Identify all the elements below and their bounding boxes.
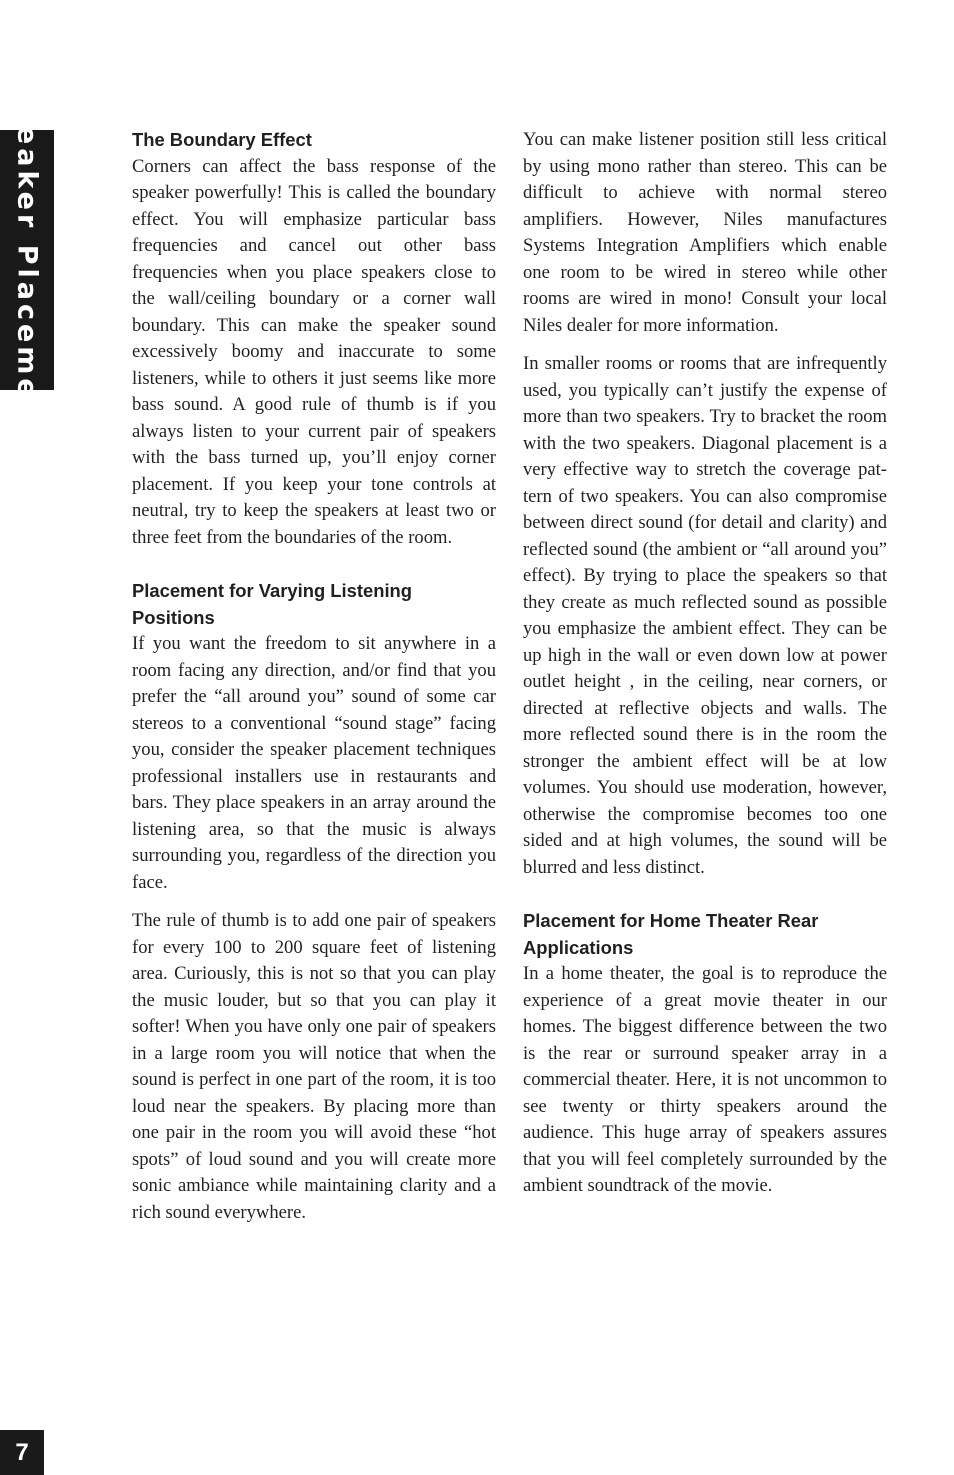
body-paragraph: If you want the freedom to sit anywhere in a room facing any direction, and/or find that you prefer the “all around you” sound of some car stereos to a conventional “sound stage” facing you, consider the speaker placement techniques professional installers use in restaurants and bars. They place speakers in an array around the listening area, so that the music is always surrounding you, regardless of the direction you face. — [132, 633, 496, 893]
body-paragraph: In a home theater, the goal is to reproduce the experience of a great movie theater in our homes. The biggest difference between the two is the rear or surround speaker array in a commercial theater. Here, it is not uncommon to see twenty or thirty speakers around the audience. This huge array of speakers assures that you will feel completely surrounded by the ambient soundtrack of the movie. — [523, 963, 887, 1196]
page-number-box — [0, 1430, 44, 1475]
body-paragraph: The rule of thumb is to add one pair of speakers for every 100 to 200 square feet of listening area. Curiously, this is not so that you can play the music louder, but so that you can play it softer! When you have only one pair of speakers in a large room you will notice that when the sound is perfect in one part of the room, it is too loud near the speakers. By placing more than one pair in the room you will avoid these “hot spots” of loud sound and you will create more sonic ambiance while maintaining clarity and a rich sound everywhere. — [132, 910, 496, 1223]
section-heading-home-theater-rear: Placement for Home Theater Rear Applications — [523, 910, 819, 958]
section-heading-varying-listening-positions: Placement for Varying Listening Positions — [132, 580, 413, 628]
right-text-column — [523, 127, 887, 1212]
section-side-tab — [0, 79, 54, 441]
section-heading-boundary-effect: The Boundary Effect — [132, 129, 312, 150]
body-paragraph: Corners can affect the bass response of the speaker powerfully! This is called the boundary effect. You will emphasize particular bass frequencies and cancel out other bass frequencies when you place speakers close to the wall/ceiling boundary or a corner wall boundary. This can make the speaker sound excessively boomy and inaccurate to some listeners, while to others it just seems like more bass sound. A good rule of thumb is if you always listen to your current pair of speakers with the bass turned up, you’ll enjoy corner placement. If you keep your tone controls at neutral, try to keep the speakers at least two or three feet from the boundaries of the room. — [132, 155, 496, 548]
left-text-column — [132, 127, 496, 1238]
page-number: 7 — [15, 1439, 29, 1466]
body-paragraph: In smaller rooms or rooms that are infrequently used, you typically can’t justify the expense of more than two speakers. Try to bracket the room with the two speakers. Diagonal placement is a very effective way to stretch the coverage pattern of two speakers. You can also compromise between direct sound (for detail and clarity) and reflected sound (the ambient or “all around you” effect). By trying to place the speakers so that they create as much reflected sound as possible you emphasize the ambient effect. They can be up high in the wall or even down low at power outlet height , in the ceiling, near corners, or directed at reflective objects and walls. The more reflected sound there is in the room the stronger the ambient effect will be at low volumes. You should use moderation, however, otherwise the compromise becomes too one sided and at high volumes, the sound will be blurred and less distinct. — [523, 353, 887, 878]
section-side-tab-label: Speaker Placement — [11, 79, 43, 441]
body-paragraph: You can make listener position still less critical by using mono rather than stereo. This can be difficult to achieve with normal stereo amplifiers. However, Niles manufactures Systems Integration Amplifiers which enable one room to be wired in stereo while other rooms are wired in mono! Consult your local Niles dealer for more information. — [523, 129, 887, 336]
